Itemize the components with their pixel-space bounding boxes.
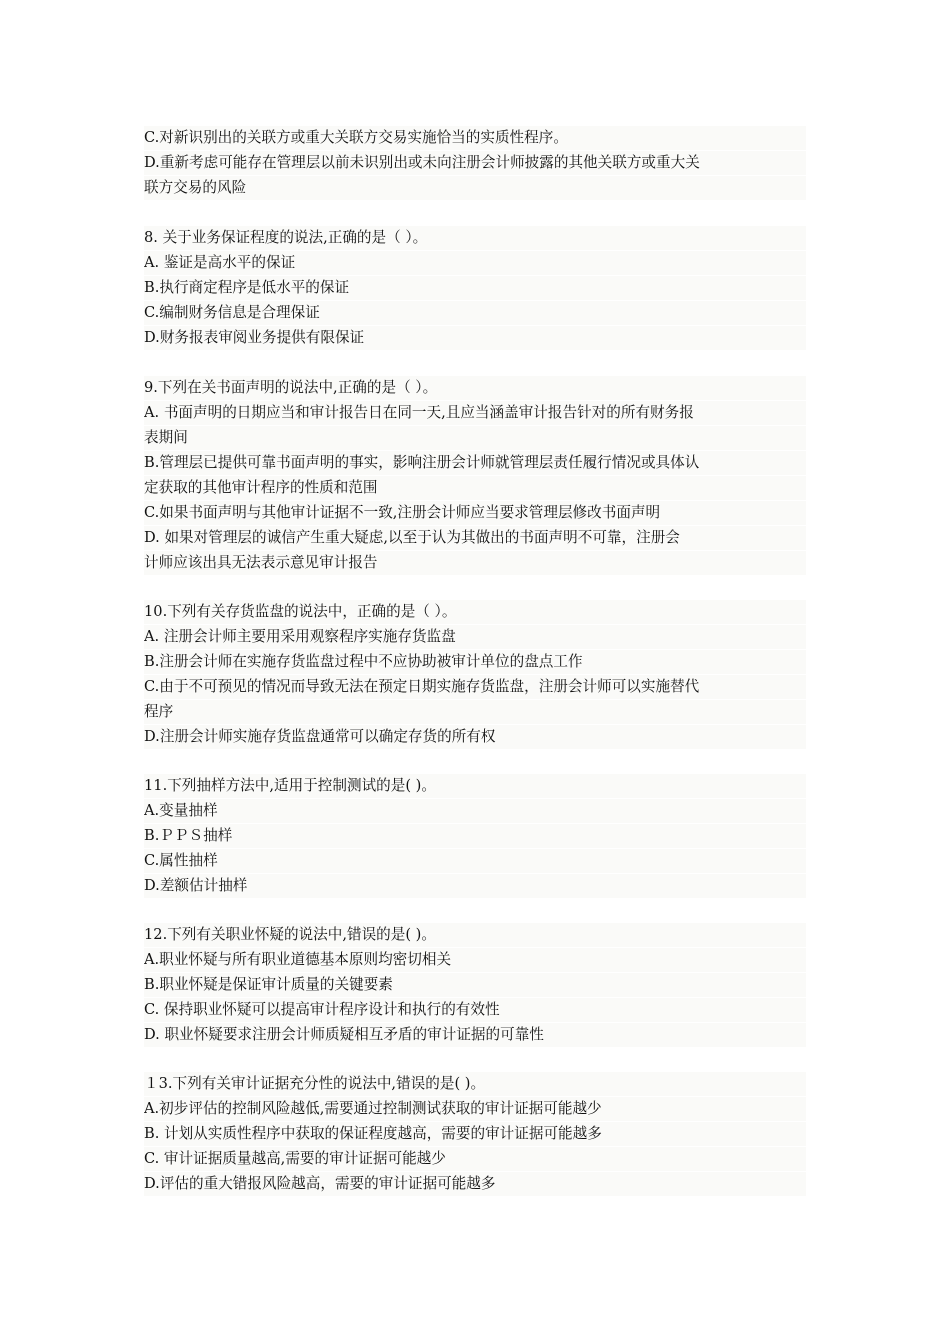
option-d: D.差额估计抽样 (144, 874, 806, 898)
text-line: D.重新考虑可能存在管理层以前未识别出或未向注册会计师披露的其他关联方或重大关 (144, 151, 806, 175)
option-a: A.初步评估的控制风险越低,需要通过控制测试获取的审计证据可能越少 (144, 1097, 806, 1121)
option-d: D.评估的重大错报风险越高，需要的审计证据可能越多 (144, 1172, 806, 1196)
option-a: A. 鉴证是高水平的保证 (144, 251, 806, 275)
option-d: D. 如果对管理层的诚信产生重大疑虑,以至于认为其做出的书面声明不可靠，注册会 (144, 526, 806, 550)
text-line: 表期间 (144, 426, 806, 450)
blank-line (144, 899, 806, 923)
option-a: A. 书面声明的日期应当和审计报告日在同一天,且应当涵盖审计报告针对的所有财务报 (144, 401, 806, 425)
option-a: A.变量抽样 (144, 799, 806, 823)
question-9: 9.下列在关书面声明的说法中,正确的是（ ）。 (144, 376, 806, 400)
option-a: A.职业怀疑与所有职业道德基本原则均密切相关 (144, 948, 806, 972)
option-c: C.如果书面声明与其他审计证据不一致,注册会计师应当要求管理层修改书面声明 (144, 501, 806, 525)
option-c: C.由于不可预见的情况而导致无法在预定日期实施存货监盘，注册会计师可以实施替代 (144, 675, 806, 699)
question-8: 8. 关于业务保证程度的说法,正确的是（ ）。 (144, 226, 806, 250)
blank-line (144, 351, 806, 375)
text-line: 联方交易的风险 (144, 176, 806, 200)
option-c: C.属性抽样 (144, 849, 806, 873)
option-b: B.执行商定程序是低水平的保证 (144, 276, 806, 300)
option-b: B.管理层已提供可靠书面声明的事实，影响注册会计师就管理层责任履行情况或具体认 (144, 451, 806, 475)
text-line: 定获取的其他审计程序的性质和范围 (144, 476, 806, 500)
option-d: D. 职业怀疑要求注册会计师质疑相互矛盾的审计证据的可靠性 (144, 1023, 806, 1047)
blank-line (144, 201, 806, 225)
option-c: C.编制财务信息是合理保证 (144, 301, 806, 325)
blank-line (144, 576, 806, 600)
text-line: C.对新识别出的关联方或重大关联方交易实施恰当的实质性程序。 (144, 126, 806, 150)
option-c: C. 审计证据质量越高,需要的审计证据可能越少 (144, 1147, 806, 1171)
option-c: C. 保持职业怀疑可以提高审计程序设计和执行的有效性 (144, 998, 806, 1022)
text-line: 程序 (144, 700, 806, 724)
option-d: D.注册会计师实施存货监盘通常可以确定存货的所有权 (144, 725, 806, 749)
option-b: B. 计划从实质性程序中获取的保证程度越高，需要的审计证据可能越多 (144, 1122, 806, 1146)
text-line: 计师应该出具无法表示意见审计报告 (144, 551, 806, 575)
option-b: B.职业怀疑是保证审计质量的关键要素 (144, 973, 806, 997)
question-11: 11.下列抽样方法中,适用于控制测试的是( )。 (144, 774, 806, 798)
blank-line (144, 750, 806, 774)
question-10: 10.下列有关存货监盘的说法中，正确的是（ ）。 (144, 600, 806, 624)
option-b: B.ＰＰＳ抽样 (144, 824, 806, 848)
option-a: A. 注册会计师主要用采用观察程序实施存货监盘 (144, 625, 806, 649)
option-b: B.注册会计师在实施存货监盘过程中不应协助被审计单位的盘点工作 (144, 650, 806, 674)
question-12: 12.下列有关职业怀疑的说法中,错误的是( )。 (144, 923, 806, 947)
question-13: １3.下列有关审计证据充分性的说法中,错误的是( )。 (144, 1072, 806, 1096)
option-d: D.财务报表审阅业务提供有限保证 (144, 326, 806, 350)
blank-line (144, 1048, 806, 1072)
